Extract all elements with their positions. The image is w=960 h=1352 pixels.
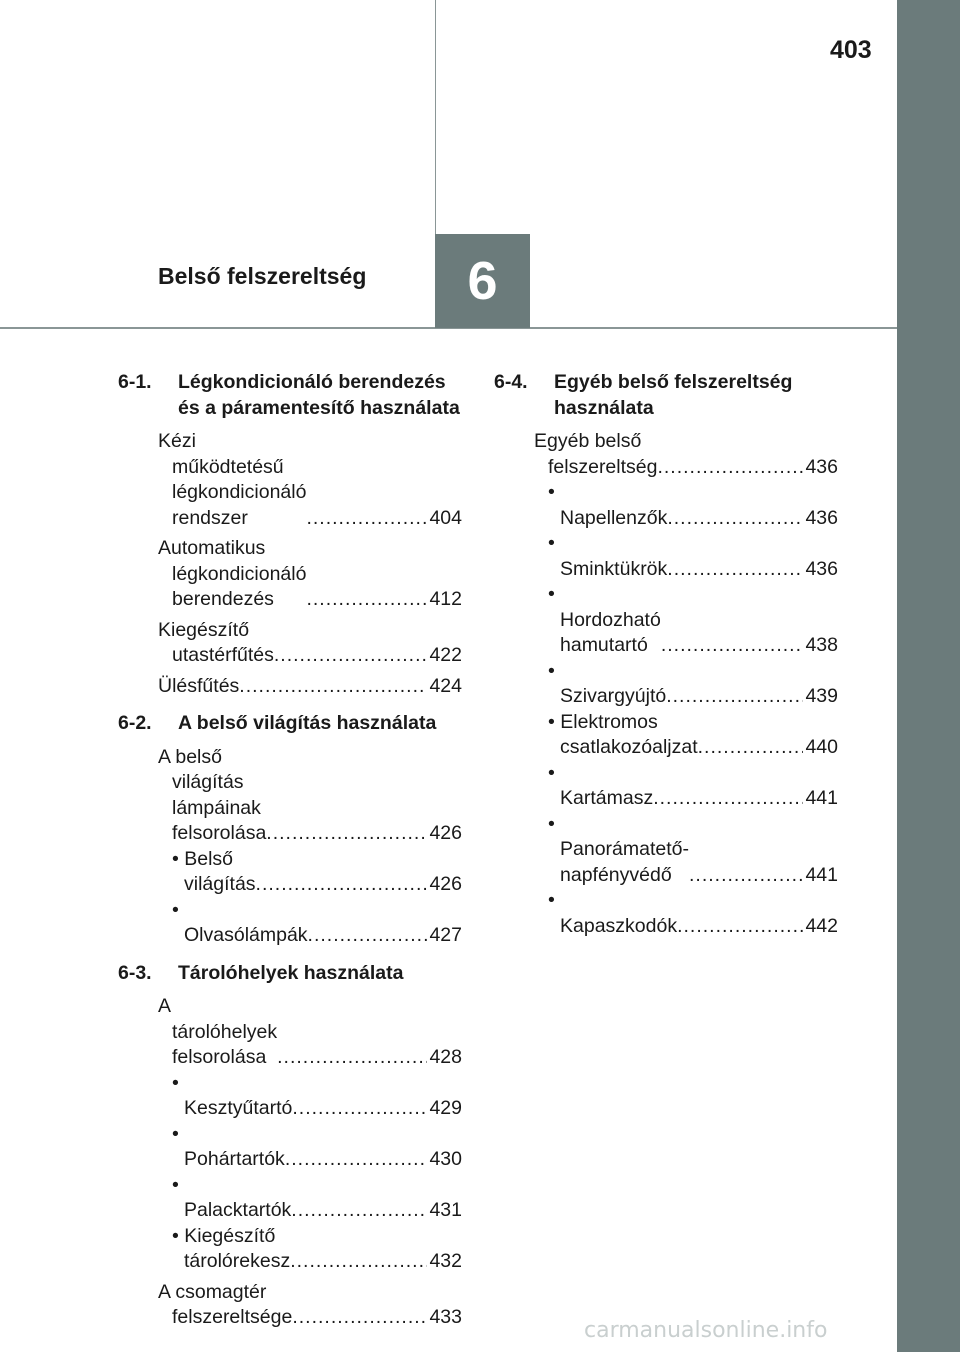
watermark: carmanualsonline.info — [584, 1318, 828, 1343]
toc-subentry[interactable] — [118, 1122, 462, 1173]
dot-leader — [277, 1045, 427, 1071]
entry-label: • Kiegészítő tárolórekesz — [172, 1224, 291, 1272]
section-number: 6-1. — [118, 371, 152, 393]
section-title: A belső világítás használata — [178, 712, 437, 734]
entry-label: • Kapaszkodók — [548, 889, 678, 937]
entry-label: Kiegészítő utastérfűtés — [158, 618, 274, 666]
toc-subentry[interactable] — [494, 761, 838, 812]
dot-leader — [290, 1249, 427, 1275]
entry-label: • Szivargyújtó — [548, 659, 667, 707]
dot-leader — [292, 1096, 427, 1122]
entry-label: A csomagtér felszereltsége — [158, 1280, 293, 1328]
section-heading — [118, 370, 462, 421]
dot-leader — [306, 587, 427, 613]
toc-subentry[interactable] — [494, 710, 838, 761]
dot-leader — [308, 923, 428, 949]
dot-leader — [291, 1198, 427, 1224]
entry-page-number: 430 — [429, 1148, 462, 1170]
dot-leader — [653, 786, 803, 812]
page-number: 403 — [830, 36, 872, 64]
entry-page-number: 436 — [805, 455, 838, 478]
toc-subentry[interactable] — [494, 480, 838, 531]
entry-label: • Sminktükrök — [548, 532, 668, 580]
entry-label: • Panorámatető-napfényvédő — [548, 812, 689, 886]
entry-label: A tárolóhelyek felsorolása — [158, 995, 278, 1068]
entry-page-number: 433 — [429, 1306, 462, 1328]
section-number: 6-2. — [118, 712, 152, 734]
entry-label: Automatikus légkondicionáló berendezés — [158, 537, 307, 610]
dot-leader — [667, 557, 803, 583]
toc-entry[interactable] — [118, 1280, 462, 1331]
entry-page-number: 441 — [805, 787, 838, 809]
toc-subentry[interactable] — [494, 659, 838, 710]
entry-label: • Napellenzők — [548, 481, 668, 529]
entry-page-number: 426 — [429, 873, 462, 895]
toc-subentry[interactable] — [494, 888, 838, 939]
section-heading — [118, 711, 462, 737]
toc-subentry[interactable] — [118, 1071, 462, 1122]
dot-leader — [667, 506, 803, 532]
entry-page-number: 412 — [429, 588, 462, 610]
chapter-title: Belső felszereltség — [158, 263, 367, 289]
toc-right-column — [494, 370, 838, 939]
section-title: Tárolóhelyek használata — [178, 961, 404, 984]
entry-label: Ülésfűtés — [158, 674, 240, 697]
dot-leader — [689, 863, 803, 889]
dot-leader — [266, 821, 427, 847]
vertical-rule — [435, 0, 436, 234]
entry-page-number: 441 — [805, 863, 838, 886]
toc-subentry[interactable] — [494, 582, 838, 659]
entry-page-number: 431 — [429, 1199, 462, 1221]
section-title: Légkondicionáló berendezés és a páramentesítő használata — [178, 371, 460, 419]
entry-page-number: 440 — [805, 736, 838, 758]
entry-page-number: 442 — [805, 914, 838, 937]
entry-label: • Olvasólámpák — [172, 898, 308, 946]
entry-page-number: 436 — [805, 506, 838, 529]
dot-leader — [661, 633, 804, 659]
entry-page-number: 426 — [429, 822, 462, 844]
entry-page-number: 404 — [429, 506, 462, 529]
entry-page-number: 429 — [429, 1097, 462, 1119]
toc-subentry[interactable] — [118, 847, 462, 898]
entry-label: • Belső világítás — [172, 847, 256, 895]
entry-label: • Hordozható hamutartó — [548, 583, 661, 656]
section-number: 6-4. — [494, 371, 528, 393]
entry-label: • Elektromos csatlakozóaljzat — [548, 710, 698, 758]
dot-leader — [657, 455, 803, 481]
dot-leader — [666, 684, 803, 710]
dot-leader — [306, 506, 427, 532]
dot-leader — [239, 674, 427, 700]
entry-page-number: 436 — [805, 557, 838, 580]
toc-entry[interactable] — [118, 745, 462, 847]
entry-label: • Palacktartók — [172, 1173, 292, 1221]
toc-subentry[interactable] — [118, 898, 462, 949]
entry-page-number: 422 — [429, 644, 462, 666]
dot-leader — [256, 872, 428, 898]
entry-label: A belső világítás lámpáinak felsorolása — [158, 745, 267, 844]
toc-entry[interactable] — [118, 994, 462, 1071]
entry-label: • Kartámasz — [548, 761, 654, 809]
section-heading — [494, 370, 838, 421]
toc-entry[interactable] — [118, 618, 462, 669]
toc-subentry[interactable] — [494, 531, 838, 582]
toc-subentry[interactable] — [118, 1173, 462, 1224]
dot-leader — [285, 1147, 428, 1173]
toc-entry[interactable] — [118, 429, 462, 531]
toc-entry[interactable] — [494, 429, 838, 480]
toc-entry[interactable] — [118, 536, 462, 613]
chapter-number-box — [435, 234, 530, 328]
entry-page-number: 432 — [429, 1250, 462, 1272]
entry-label: Egyéb belső felszereltség — [534, 430, 658, 478]
toc-entry[interactable] — [118, 674, 462, 700]
dot-leader — [698, 735, 804, 761]
toc-left-column — [118, 370, 462, 1331]
dot-leader — [274, 643, 428, 669]
entry-label: Kézi működtetésű légkondicionáló rendszer — [158, 430, 307, 529]
dot-leader — [292, 1305, 427, 1331]
entry-page-number: 439 — [805, 685, 838, 707]
entry-page-number: 424 — [429, 674, 462, 697]
section-title: Egyéb belső felszereltség használata — [554, 371, 793, 419]
section-heading — [118, 961, 462, 987]
toc-subentry[interactable] — [494, 812, 838, 889]
chapter-side-tab — [897, 0, 960, 1352]
entry-page-number: 427 — [429, 924, 462, 946]
entry-page-number: 428 — [429, 1046, 462, 1068]
entry-page-number: 438 — [805, 634, 838, 656]
entry-label: • Pohártartók — [172, 1122, 285, 1170]
entry-label: • Kesztyűtartó — [172, 1071, 293, 1119]
section-number: 6-3. — [118, 961, 152, 984]
chapter-number: 6 — [467, 251, 498, 311]
dot-leader — [677, 914, 803, 940]
toc-subentry[interactable] — [118, 1224, 462, 1275]
